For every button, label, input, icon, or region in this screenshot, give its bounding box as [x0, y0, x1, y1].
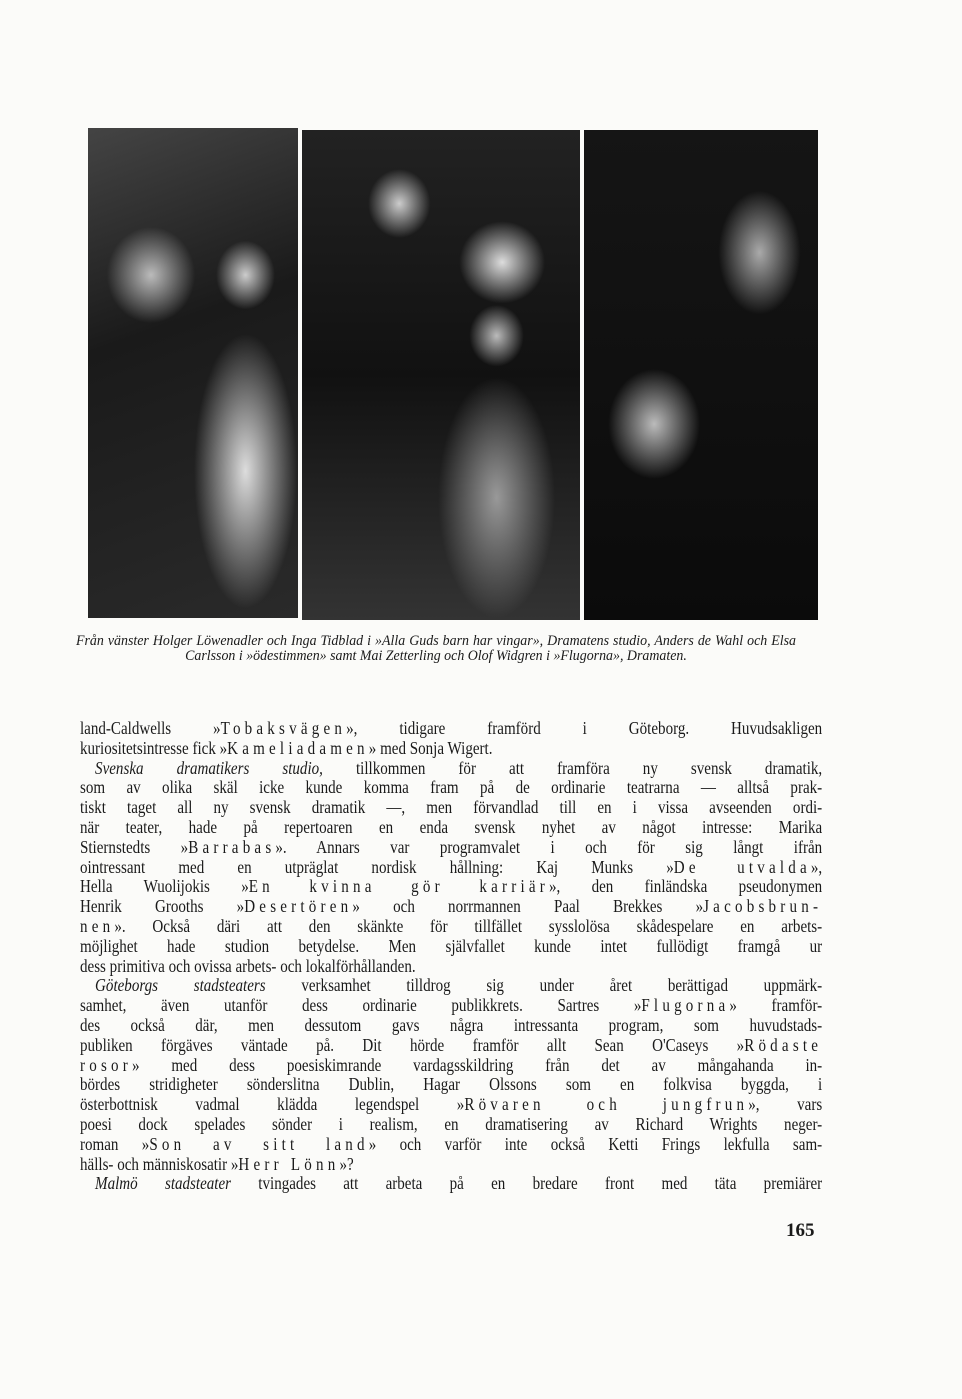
spaced-play-title: Kameliadamen — [227, 737, 369, 758]
text-segment: roman » — [80, 1133, 150, 1154]
text-segment: land-Caldwells » — [80, 718, 221, 738]
text-line — [80, 818, 822, 838]
text-line — [80, 877, 822, 897]
text-line — [80, 1174, 822, 1194]
spaced-play-title: rosor — [80, 1054, 133, 1075]
text-line — [80, 759, 822, 779]
text-segment: », vars — [748, 1094, 823, 1115]
text-line — [80, 957, 822, 977]
photo-caption: Från vänster Holger Löwenadler och Inga Tidblad i »Alla Guds barn har vingar», Dramatens studio, Anders de Wahl och Elsa Carlsson i »ödestimmen» samt Mai Zetterling och Olof Widgren i »Flugorna», Dramaten. — [76, 633, 796, 664]
text-line — [80, 1155, 822, 1175]
text-line — [80, 1095, 822, 1115]
text-segment: Henrik Grooths » — [80, 896, 245, 917]
spaced-play-title: Jacobsbrun- — [703, 896, 823, 917]
spaced-play-title: Tobaksvägen — [220, 718, 347, 738]
text-segment: publiken förgäves väntade på. Dit hörde framför allt Sean O'Caseys » — [80, 1034, 745, 1055]
text-segment: », den finländska pseudonymen — [548, 876, 823, 897]
text-line — [80, 778, 822, 798]
text-segment: dess primitiva och ovissa arbets- och lokalförhållanden. — [80, 955, 416, 976]
text-segment: tillkommen för att framföra ny svensk dramatik, — [322, 757, 823, 778]
text-segment: » och varför inte också Ketti Frings lekfulla sam- — [368, 1133, 823, 1154]
text-line — [80, 739, 822, 759]
text-line — [80, 917, 822, 937]
text-segment: ». Också däri att den skänkte för tillfället sysslolösa skådespelare en arbets- — [114, 915, 823, 936]
text-segment: samhet, även utanför dess ordinarie publikkrets. Sartres » — [80, 995, 642, 1016]
text-segment: », — [810, 856, 823, 877]
text-segment: som av olika skäl icke kunde komma fram på de ordinarie teatrarna — alltså prak- — [80, 777, 823, 798]
spaced-play-title: En kvinna gör karriär — [248, 876, 549, 897]
text-segment: » med Sonja Wigert. — [368, 737, 493, 758]
text-segment: när teater, hade på repertoaren en enda svensk nyhet av något intresse: Marika — [80, 816, 823, 837]
text-line — [80, 1135, 822, 1155]
text-segment — [80, 975, 95, 995]
text-line — [80, 1016, 822, 1036]
photo-zetterling-widgren — [584, 130, 818, 620]
spaced-play-title: Rödaste — [744, 1034, 823, 1055]
text-line — [80, 798, 822, 818]
text-segment: möjlighet hade studion betydelse. Men självfallet kunde intet fullödigt framgå ur — [80, 935, 823, 956]
text-segment: bördes stridigheter sönderslitna Dublin, Hagar Olssons som en folkvisa byggda, i — [80, 1074, 823, 1095]
text-segment: Stiernstedts » — [80, 836, 189, 857]
spaced-play-title: Rövaren och jungfrun — [464, 1094, 749, 1115]
text-segment: des också där, men dessutom gavs några intressanta program, som huvudstads- — [80, 1014, 823, 1035]
spaced-play-title: Barrabas — [188, 836, 276, 857]
text-segment: österbottnisk vadmal klädda legendspel » — [80, 1094, 465, 1115]
text-segment: hälls- och människosatir » — [80, 1153, 239, 1174]
text-segment: », tidigare framförd i Göteborg. Huvudsakligen — [346, 718, 823, 738]
spaced-play-title: De utvalda — [673, 856, 811, 877]
text-segment — [80, 1173, 95, 1193]
text-segment: ». Annars var programvalet i och för sig långt ifrån — [275, 836, 823, 857]
spaced-play-title: nen — [80, 915, 115, 936]
text-line — [80, 937, 822, 957]
text-line — [80, 897, 822, 917]
text-segment: poesi dock spelades sönder i realism, en dramatisering av Richard Wrights neger- — [80, 1113, 823, 1134]
text-line — [80, 1056, 822, 1076]
spaced-play-title: Son av sitt land — [149, 1133, 369, 1154]
page-number: 165 — [786, 1220, 815, 1241]
text-segment: Hella Wuolijokis » — [80, 876, 249, 897]
photo-lowenadler-tidblad — [88, 128, 298, 618]
text-segment: tiskt taget all ny svensk dramatik —, men förvandlad till en i vissa avseenden ordi- — [80, 797, 823, 818]
text-line — [80, 996, 822, 1016]
text-segment: ointressant med en utpräglat nordisk hållning: Kaj Munks » — [80, 856, 674, 877]
text-segment: » framför- — [729, 995, 823, 1016]
text-line — [80, 1075, 822, 1095]
text-segment: » och norrmannen Paal Brekkes » — [352, 896, 704, 917]
text-line — [80, 858, 822, 878]
text-line — [80, 976, 822, 996]
italic-theatre-name: Göteborgs stadsteaters — [95, 975, 266, 996]
text-segment: tvingades att arbeta på en bredare front med täta premiärer — [231, 1173, 823, 1194]
text-segment: verksamhet tilldrog sig under året berättigad uppmärk- — [265, 975, 823, 996]
text-line — [80, 719, 822, 739]
italic-theatre-name: Malmö stadsteater — [95, 1173, 232, 1194]
spaced-play-title: Desertören — [244, 896, 353, 917]
text-segment: » med dess poesiskimrande vardagsskildring från det av mångahanda in- — [132, 1054, 823, 1075]
text-line — [80, 1115, 822, 1135]
italic-theatre-name: Svenska dramatikers studio, — [95, 757, 323, 778]
text-line — [80, 838, 822, 858]
spaced-play-title: Herr Lönn — [238, 1153, 340, 1174]
text-segment — [80, 758, 95, 778]
text-line — [80, 1036, 822, 1056]
photo-wahl-carlsson — [302, 130, 580, 620]
body-text — [80, 719, 822, 1194]
spaced-play-title: Flugorna — [641, 995, 730, 1016]
text-segment: kuriositetsintresse fick » — [80, 737, 228, 758]
text-segment: »? — [339, 1153, 354, 1174]
